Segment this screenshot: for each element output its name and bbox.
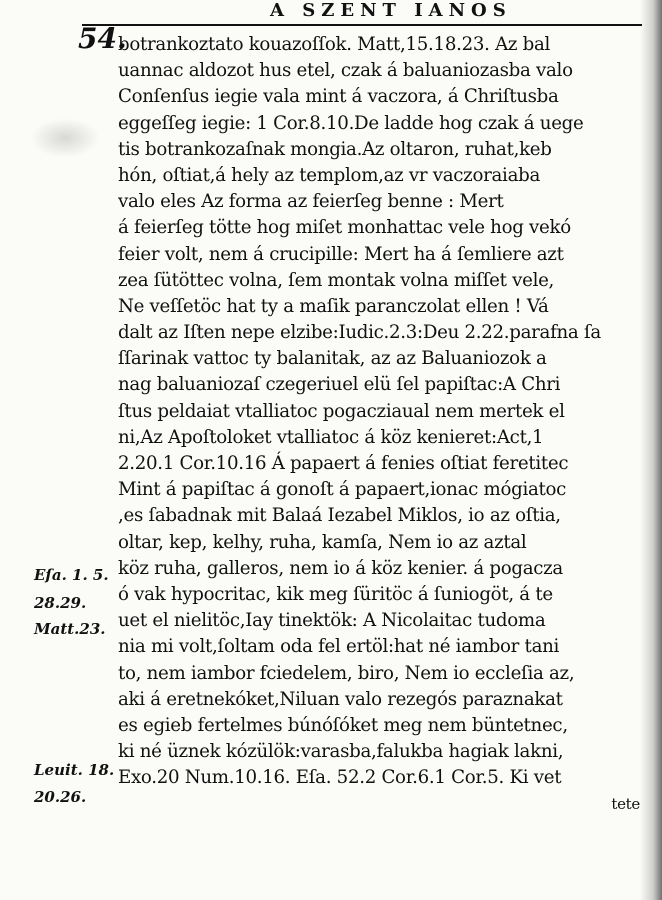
text-line: ſtus peldaiat vtalliatoc pogacziaual nem mertek el xyxy=(118,400,565,422)
text-line: feier volt, nem á crucipille: Mert ha á ſemliere azt xyxy=(118,243,564,265)
text-line: ki né üznek kózülök:varasba,falukba hagiak lakni, xyxy=(118,741,564,763)
text-line: hón, oſtiat,á hely az templom,az vr vaczoraiaba xyxy=(118,164,540,186)
margin-notes xyxy=(34,0,118,900)
text-line: ni,Az Apoſtoloket vtalliatoc á köz kenieret:Act,1 xyxy=(118,426,544,448)
text-line: ,es ſabadnak mit Balaá Iezabel Miklos, io az oſtia, xyxy=(118,505,561,527)
margin-note: Matt.23. xyxy=(34,620,106,638)
text-line: es egieb fertelmes búnóſóket meg nem büntetnec, xyxy=(118,714,568,736)
text-line: Mint á papiſtac á gonoſt á papaert,ionac mógiatoc xyxy=(118,479,567,501)
margin-note: Eſa. 1. 5. xyxy=(34,566,109,584)
text-line: nia mi volt,ſoltam oda fel ertöl:hat né iambor tani xyxy=(118,636,560,658)
text-line: uet el nielitöc,Iay tinektök: A Nicolaitac tudoma xyxy=(118,610,546,632)
margin-note: Leuit. 18. xyxy=(34,761,115,779)
text-line: botrankoztato kouazoſſok. Matt,15.18.23. Az bal xyxy=(118,34,551,55)
page-number: 54. xyxy=(78,22,127,55)
text-line: valo eles Az forma az feierſeg benne : Mert xyxy=(118,191,504,213)
text-line: ó vak hypocritac, kik meg ſüritöc á ſuniogöt, á te xyxy=(118,583,553,605)
body-text xyxy=(118,32,646,818)
text-line: Conſenſus iegie vala mint á vaczora, á Chriſtusba xyxy=(118,86,559,108)
text-line: Exo.20 Num.10.16. Eſa. 52.2 Cor.6.1 Cor.5. Ki vet xyxy=(118,767,562,789)
header-rule xyxy=(82,24,642,26)
text-line: oltar, kep, kelhy, ruha, kamſa, Nem io az aztal xyxy=(118,531,527,553)
text-line: tis botrankozaſnak mongia.Az oltaron, ruhat,keb xyxy=(118,138,552,160)
text-line: Ne veſſetöc hat ty a maſik paranczolat ellen ! Vá xyxy=(118,295,549,317)
text-line: to, nem iambor fciedelem, biro, Nem io eccleſia az, xyxy=(118,662,575,684)
text-line: uannac aldozot hus etel, czak á baluaniozasba valo xyxy=(118,60,573,82)
running-title: A SZENT IANOS xyxy=(270,0,512,21)
margin-note: 28.29. xyxy=(34,594,87,612)
text-line: ſſarinak vattoc ty balanitak, az az Baluaniozok a xyxy=(118,348,547,370)
margin-note: 20.26. xyxy=(34,788,87,806)
text-line: aki á eretnekóket,Niluan valo rezegós paraznakat xyxy=(118,688,563,710)
text-line: dalt az Iſten nepe elzibe:Iudic.2.3:Deu 2.22.parafna ſa xyxy=(118,322,601,344)
catchword: tete xyxy=(611,795,640,814)
text-line: eggeſſeg iegie: 1 Cor.8.10.De ladde hog czak á uege xyxy=(118,112,584,134)
text-line: zea ſütöttec volna, ſem montak volna miſſet vele, xyxy=(118,269,555,291)
text-line: nag baluaniozaſ czegeriuel elü ſel papiſtac:A Chri xyxy=(118,374,561,396)
text-line: á feierſeg tötte hog miſet monhattac vele hog vekó xyxy=(118,217,571,239)
text-line: köz ruha, galleros, nem io á köz kenier. á pogacza xyxy=(118,557,563,579)
text-line: 2.20.1 Cor.10.16 Á papaert á fenies oſtiat feretitec xyxy=(118,453,569,474)
